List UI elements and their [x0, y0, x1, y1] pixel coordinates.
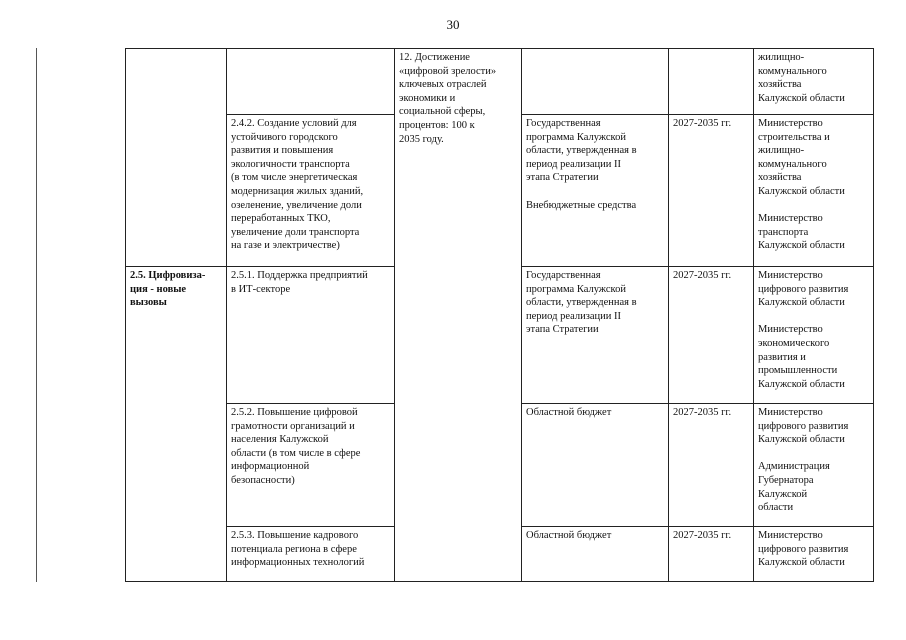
- executor-cell: Министерство строительства и жилищно- коммунального хозяйства Калужской области Министерство транспорта Калужской области: [754, 115, 874, 267]
- margin-line: [36, 48, 37, 582]
- strategy-measures-table: [125, 48, 874, 582]
- period-cell: 2027-2035 гг.: [669, 404, 754, 527]
- indicator-cell: 12. Достижение «цифровой зрелости» ключевых отраслей экономики и социальной сферы, процентов: 100 к 2035 году.: [395, 49, 522, 582]
- program-cell: Государственная программа Калужской области, утвержденная в период реализации II этапа Стратегии: [522, 267, 669, 404]
- program-cell: Областной бюджет: [522, 404, 669, 527]
- executor-cell: Министерство цифрового развития Калужской области Министерство экономического развития и промышленности Калужской области: [754, 267, 874, 404]
- period-cell: 2027-2035 гг.: [669, 267, 754, 404]
- program-cell: Государственная программа Калужской области, утвержденная в период реализации II этапа Стратегии Внебюджетные средства: [522, 115, 669, 267]
- executor-cell: Министерство цифрового развития Калужской области: [754, 527, 874, 582]
- task-cell: 2.5.1. Поддержка предприятий в ИТ-секторе: [227, 267, 395, 404]
- direction-cell: 2.5. Цифровиза- ция - новые вызовы: [126, 267, 227, 582]
- period-cell: [669, 49, 754, 115]
- executor-cell: жилищно- коммунального хозяйства Калужской области: [754, 49, 874, 115]
- task-cell: 2.4.2. Создание условий для устойчивого городского развития и повышения экологичности транспорта (в том числе энергетическая модернизация жилых зданий, озеленение, увеличение доли переработанных ТКО, увеличение доли транспорта на газе и электричестве): [227, 115, 395, 267]
- period-cell: 2027-2035 гг.: [669, 115, 754, 267]
- task-cell: 2.5.2. Повышение цифровой грамотности организаций и населения Калужской области (в том числе в сфере информационной безопасности): [227, 404, 395, 527]
- table-row: [126, 49, 874, 115]
- period-cell: 2027-2035 гг.: [669, 527, 754, 582]
- program-cell: [522, 49, 669, 115]
- executor-cell: Министерство цифрового развития Калужской области Администрация Губернатора Калужской области: [754, 404, 874, 527]
- direction-cell: [126, 49, 227, 267]
- task-cell: 2.5.3. Повышение кадрового потенциала региона в сфере информационных технологий: [227, 527, 395, 582]
- task-cell: [227, 49, 395, 115]
- page-number: 30: [446, 17, 460, 32]
- program-cell: Областной бюджет: [522, 527, 669, 582]
